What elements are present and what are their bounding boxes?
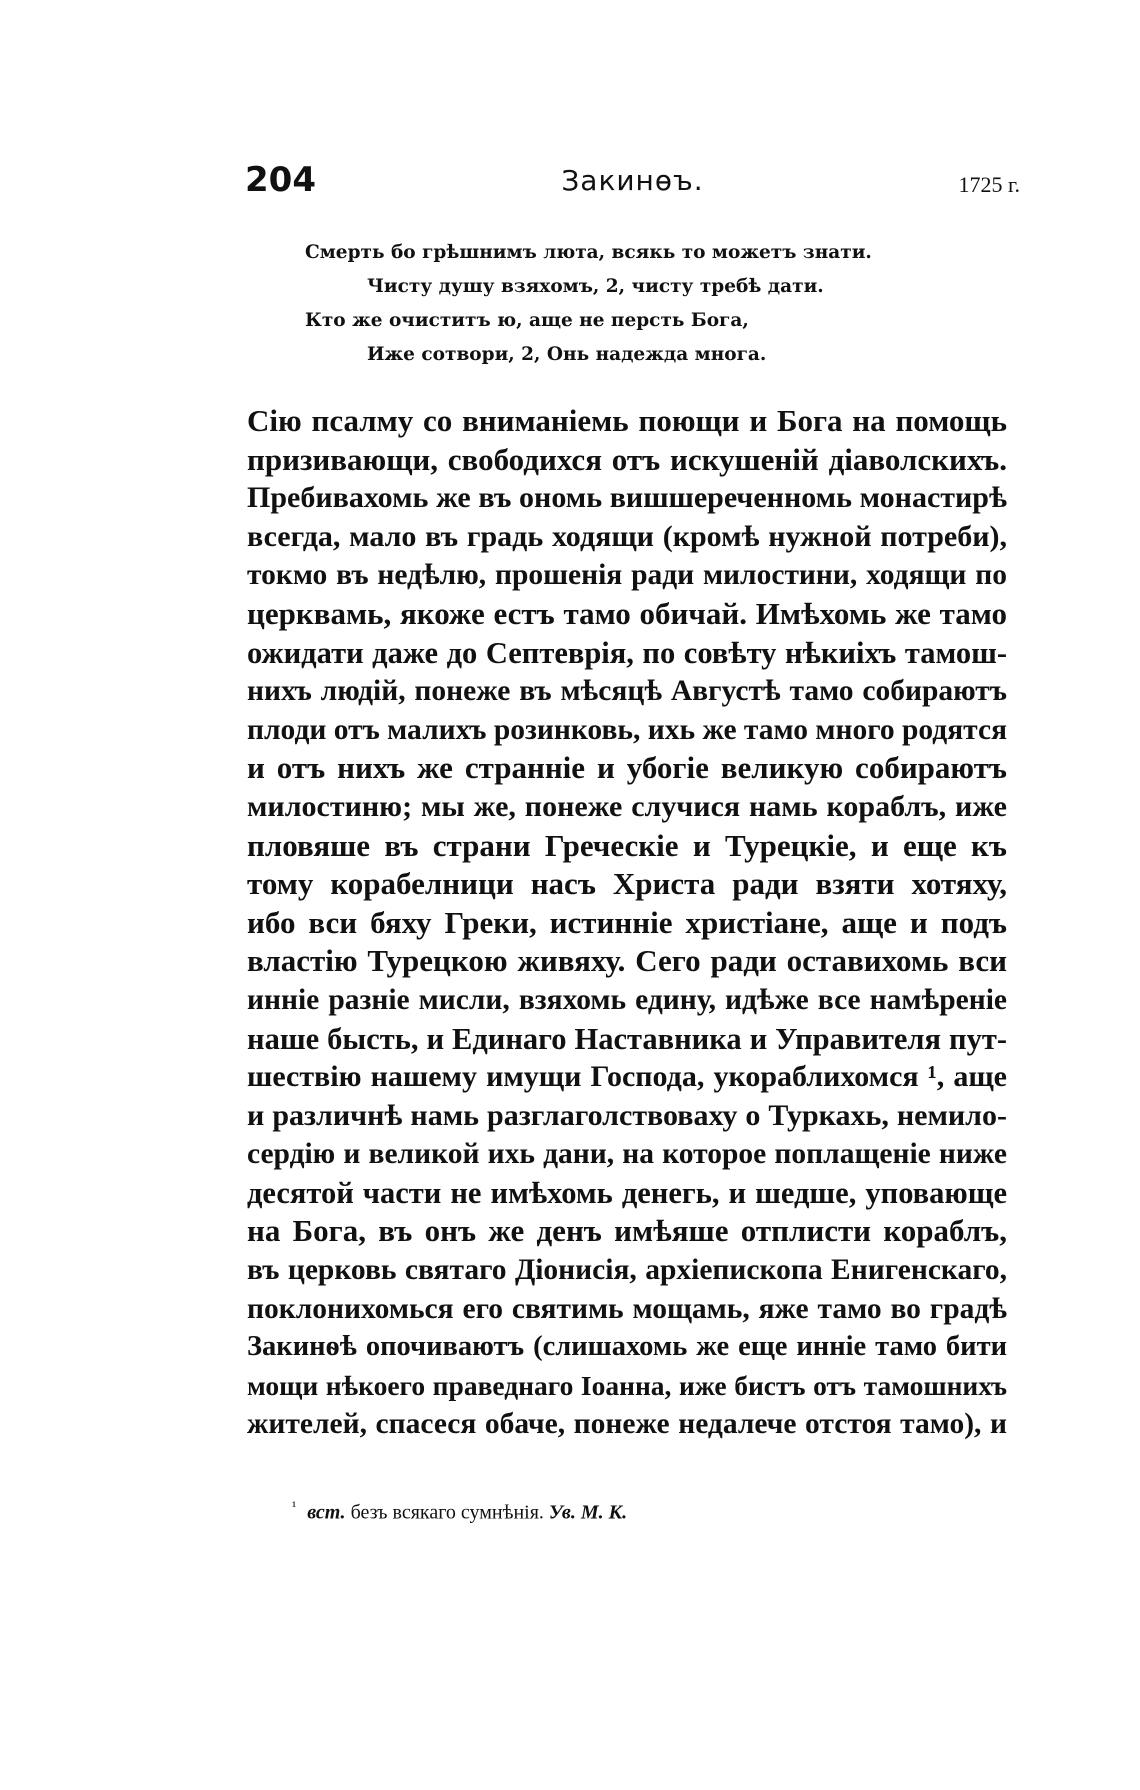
page-number: 204 — [245, 160, 316, 200]
body-line: пловяше въ страни Греческіе и Турецкіе, и еще къ — [247, 827, 1007, 863]
body-line: Закинѳѣ опочиваютъ (слишахомь же еще инніе тамо бити — [247, 1331, 1007, 1363]
verse-line: Смерть бо грѣшнимъ люта, всякь то можетъ знати. — [305, 242, 872, 263]
running-title: Закинѳъ. — [561, 164, 704, 197]
footnote-abbr: вст. — [307, 1501, 346, 1524]
body-line: властію Турецкою живяху. Сего ради оставихомь вси — [247, 943, 1007, 979]
body-text — [247, 402, 1007, 1444]
body-line: плоди отъ малихъ розинковь, ихь же тамо много родятся — [247, 713, 1008, 746]
verse-line: Кто же очиститъ ю, аще не персть Бога, — [305, 310, 749, 331]
body-line: Сію псалму со вниманіемь поющи и Бога на помощь — [247, 403, 1007, 438]
body-line: Пребивахомь же въ ономь вишшереченномь монастирѣ — [247, 481, 1007, 515]
body-line: всегда, мало въ градь ходящи (кромѣ нужной потреби), — [247, 519, 1007, 553]
body-line: ожидати даже до Септеврія, по совѣту нѣкиіхъ тамош- — [247, 635, 1007, 670]
body-line: мощи нѣкоего праведнаго Іоанна, иже бистъ отъ тамошнихъ — [247, 1369, 1007, 1401]
footnote-attribution: Ув. М. К. — [548, 1501, 628, 1524]
footnote — [292, 1500, 627, 1525]
body-line: шествію нашему имущи Господа, укораблихомся ¹, аще — [247, 1060, 1007, 1094]
body-line: десятой части не имѣхомь денегь, и шедше, уповающе — [247, 1175, 1007, 1210]
body-line: и различнѣ намь разглаголствоваху о Туркахь, немило- — [247, 1098, 1007, 1132]
body-line: въ церковь святаго Діонисія, архіепископа Енигенскаго, — [247, 1254, 1007, 1287]
year-label: 1725 г. — [958, 172, 1020, 197]
body-line: нихъ людій, понеже въ мѣсяцѣ Августѣ тамо собираютъ — [247, 675, 1007, 708]
page-header — [245, 160, 1020, 204]
body-line: ибо вси бяху Греки, истинніе христіане, аще и подъ — [247, 904, 1007, 940]
body-line: поклонихомься его святимь мощамь, яже тамо во градѣ — [247, 1292, 1007, 1325]
body-line: милостиню; мы же, понеже случися намь кораблъ, иже — [247, 789, 1007, 823]
body-line: и отъ нихъ же странніе и убогіе великую собираютъ — [247, 750, 1007, 786]
body-line: призивающи, свободихся отъ искушеній діаволскихъ. — [247, 441, 1007, 477]
body-line: инніе разніе мисли, взяхомь едину, идѣже все намѣреніе — [247, 983, 1007, 1016]
body-line: сердію и великой ихь дани, на которое поплащеніе ниже — [247, 1138, 1007, 1171]
body-line: церквамь, якоже естъ тамо обичай. Имѣхомь же тамо — [247, 595, 1007, 631]
footnote-mark: ¹ — [292, 1500, 297, 1515]
body-line: тому корабелници насъ Христа ради взяти хотяху, — [247, 866, 1007, 902]
body-line: жителей, спасеся обаче, понеже недалече отстоя тамо), и — [247, 1408, 1007, 1441]
body-line: на Бога, въ онъ же денъ имѣяше отплисти кораблъ, — [247, 1213, 1007, 1249]
footnote-text: безъ всякаго сумнѣнія. — [350, 1501, 544, 1524]
body-line: наше бысть, и Единаго Наставника и Управителя пут- — [247, 1021, 1007, 1056]
body-line: токмо въ недѣлю, прошенія ради милостини, ходящи по — [247, 559, 1007, 592]
verse-block — [305, 236, 1005, 372]
verse-line: Иже сотвори, 2, Онь надежда многа. — [367, 344, 767, 365]
verse-line: Чисту душу взяхомъ, 2, чисту требѣ дати. — [367, 276, 824, 297]
